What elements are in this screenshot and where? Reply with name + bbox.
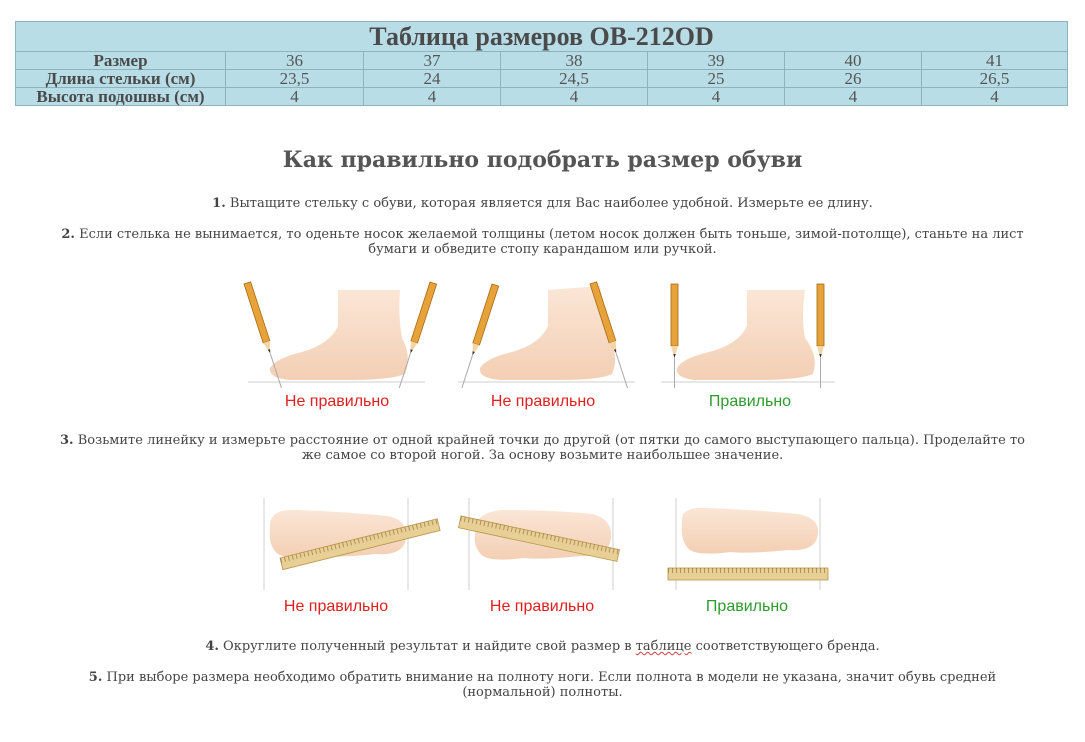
step-text-line1: При выборе размера необходимо обратить внимание на полноту ноги. Если полнота в модели не указана, значит обувь средней [106, 670, 997, 685]
step-text-end: соответствующего бренда. [691, 639, 880, 654]
table-cell: 23,5 [226, 70, 364, 88]
table-cell: 4 [501, 88, 648, 106]
table-cell: 36 [226, 52, 364, 70]
row-label-size: Размер [16, 52, 226, 70]
step-text-line2: бумаги и обведите стопу карандашом или ручкой. [368, 242, 717, 257]
foot-shape [682, 508, 819, 554]
ruler-icon [668, 568, 828, 580]
table-cell: 4 [648, 88, 785, 106]
size-table [15, 21, 1068, 106]
table-cell: 38 [501, 52, 648, 70]
pencil-icon [671, 284, 678, 388]
ruler-figure-wrong-2 [459, 498, 620, 590]
step-number: 4. [205, 639, 219, 654]
table-cell: 25 [648, 70, 785, 88]
table-cell: 26 [785, 70, 922, 88]
table-cell: 4 [922, 88, 1068, 106]
foot-figure-wrong-1 [244, 282, 437, 388]
caption-wrong: Не правильно [489, 598, 595, 615]
row-label-insole-length: Длина стельки (см) [16, 70, 226, 88]
table-cell: 24 [364, 70, 501, 88]
caption-right: Правильно [705, 598, 789, 615]
step-number: 2. [61, 227, 75, 242]
step-number: 1. [212, 196, 226, 211]
table-cell: 4 [226, 88, 364, 106]
caption-wrong: Не правильно [284, 393, 390, 410]
table-row [16, 88, 1068, 106]
step-text-start: Округлите полученный результат и найдите свой размер в [223, 639, 636, 654]
step-3 [20, 433, 1065, 463]
step-text-line2: (нормальной) полноты. [462, 685, 623, 700]
foot-figure-right [661, 284, 835, 388]
table-cell: 41 [922, 52, 1068, 70]
caption-wrong: Не правильно [490, 393, 596, 410]
step-text: Вытащите стельку с обуви, которая является для Вас наиболее удобной. Измерьте ее длину. [229, 196, 873, 211]
table-cell: 24,5 [501, 70, 648, 88]
step-text-line1: Возьмите линейку и измерьте расстояние от одной крайней точки до другой (от пятки до самого выступающего пальца). Проделайте то [77, 433, 1025, 448]
table-cell: 39 [648, 52, 785, 70]
step-1 [20, 196, 1065, 211]
step-2 [20, 227, 1065, 257]
spellcheck-marked-word: таблице [635, 639, 692, 654]
ruler-figure-wrong-1 [264, 498, 440, 590]
pencil-tracing-illustrations [230, 276, 850, 388]
step-5 [20, 670, 1065, 700]
ruler-figure-right [668, 498, 828, 590]
step-number: 3. [60, 433, 74, 448]
guide-heading: Как правильно подобрать размер обуви [282, 147, 803, 173]
caption-right: Правильно [708, 393, 792, 410]
table-title-row [16, 22, 1068, 52]
table-row [16, 70, 1068, 88]
table-cell: 4 [364, 88, 501, 106]
foot-shape [677, 290, 815, 380]
step-text-line2: же самое со второй ногой. За основу возьмите наибольшее значение. [301, 448, 784, 463]
step-text-line1: Если стелька не вынимается, то оденьте носок желаемой толщины (летом носок должен быть тоньше, зимой-потолще), станьте на лист [79, 227, 1024, 242]
table-cell: 37 [364, 52, 501, 70]
step-4 [20, 639, 1065, 654]
foot-shape [270, 290, 408, 380]
pencil-icon [817, 284, 824, 388]
table-cell: 40 [785, 52, 922, 70]
foot-figure-wrong-2 [457, 282, 635, 388]
table-cell: 4 [785, 88, 922, 106]
ruler-measure-illustrations [258, 498, 833, 590]
table-title: Таблица размеров OB-212OD [16, 22, 1068, 52]
caption-wrong: Не правильно [283, 598, 389, 615]
table-cell: 26,5 [922, 70, 1068, 88]
row-label-sole-height: Высота подошвы (см) [16, 88, 226, 106]
table-row [16, 52, 1068, 70]
step-number: 5. [88, 670, 103, 685]
